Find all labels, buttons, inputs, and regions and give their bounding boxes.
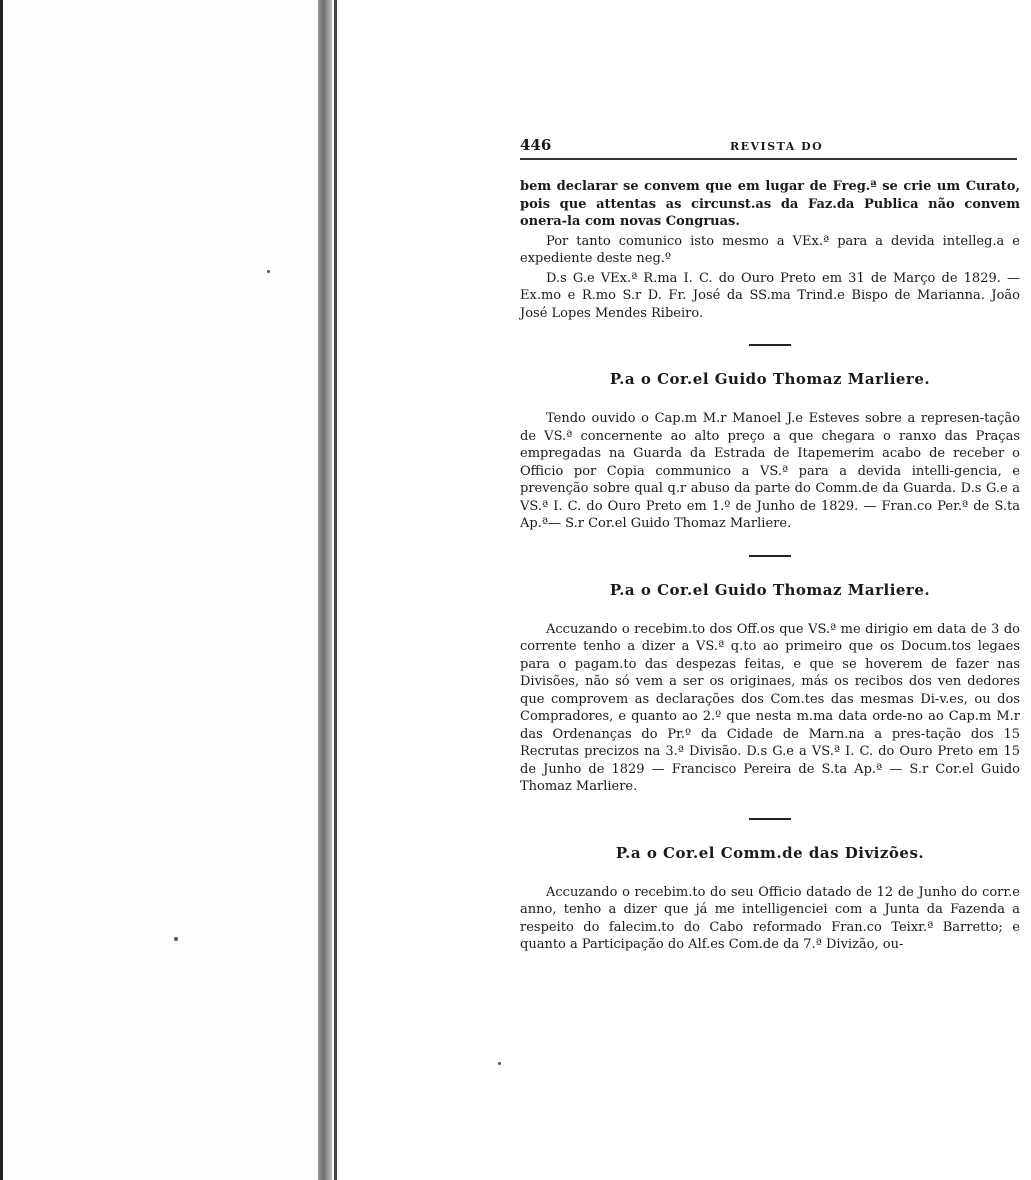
running-head — [520, 128, 1020, 158]
letter — [520, 370, 1020, 533]
gutter-edge — [334, 0, 337, 1180]
letter-heading: P.a o Cor.el Guido Thomaz Marliere. — [609, 370, 931, 388]
letter-continuation — [520, 178, 1020, 322]
paragraph: Accuzando o recebim.to dos Off.os que VS.ª me dirigio em data de 3 do corrente tenho a dizer a VS.ª q.to ao primeiro que os Docum.tos legaes para o pagam.to das despezas feitas, e que se hoverem de fazer nas Divisões, não só vem a ser os originaes, más os recibos dos ven dedores que comprovem as declarações dos Com.tes das mesmas Di-v.es, ou dos Compradores, e quanto ao 2.º que nesta m.ma data orde-no ao Cap.m M.r das Ordenanças do Pr.º da Cidade de Marn.na a pres-tação dos 15 Recrutas precizos na 3.ª Divisão. D.s G.e a VS.ª I. C. do Ouro Preto em 15 de Junho de 1829 — Francisco Pereira de S.ta Ap.ª — S.r Cor.el Guido Thomaz Marliere. — [520, 621, 1020, 794]
book-gutter — [318, 0, 332, 1180]
paragraph: bem declarar se convem que em lugar de Freg.ª se crie um Curato, pois que attentas as circunst.as da Faz.da Publica não convem onera-la com novas Congruas. — [520, 179, 1020, 229]
header-rule — [520, 158, 1017, 160]
page-number: 446 — [520, 136, 552, 154]
section-separator — [749, 818, 791, 820]
scan-speck — [174, 937, 178, 941]
document-page — [520, 128, 1020, 954]
letter — [520, 844, 1020, 954]
paragraph: Accuzando o recebim.to do seu Officio datado de 12 de Junho do corr.e anno, tenho a dizer que já me intelligenciei com a Junta da Fazenda a respeito do falecim.to do Cabo reformado Fran.co Teixr.ª Barretto; e quanto a Participação do Alf.es Com.de da 7.ª Divizão, ou- — [520, 884, 1020, 952]
paragraph: D.s G.e VEx.ª R.ma I. C. do Ouro Preto em 31 de Março de 1829. — Ex.mo e R.mo S.r D. Fr. José da SS.ma Trind.e Bispo de Marianna. João José Lopes Mendes Ribeiro. — [520, 270, 1020, 321]
scan-speck — [498, 1062, 501, 1065]
scan-speck — [267, 270, 270, 273]
journal-title: REVISTA DO — [730, 140, 824, 153]
letter — [520, 581, 1020, 796]
page-edge — [0, 0, 3, 1180]
letter-heading: P.a o Cor.el Comm.de das Divizões. — [615, 843, 925, 862]
letter-heading: P.a o Cor.el Guido Thomaz Marliere. — [609, 580, 931, 599]
section-separator — [749, 555, 791, 557]
paragraph: Tendo ouvido o Cap.m M.r Manoel J.e Esteves sobre a represen-tação de VS.ª concernente ao alto preço a que chegara o ranxo das Praças empregadas na Guarda da Estrada de Itapemerim acabo de receber o Officio por Copia communico a VS.ª para a devida intelli-gencia, e prevenção sobre qual q.r abuso da parte do Comm.de da Guarda. D.s G.e a VS.ª I. C. do Ouro Preto em 1.º de Junho de 1829. — Fran.co Per.ª de S.ta Ap.ª— S.r Cor.el Guido Thomaz Marliere. — [520, 411, 1020, 531]
section-separator — [749, 344, 791, 346]
facing-page-margin — [0, 0, 340, 1180]
paragraph: Por tanto comunico isto mesmo a VEx.ª para a devida intelleg.a e expediente deste neg.º — [520, 233, 1020, 266]
